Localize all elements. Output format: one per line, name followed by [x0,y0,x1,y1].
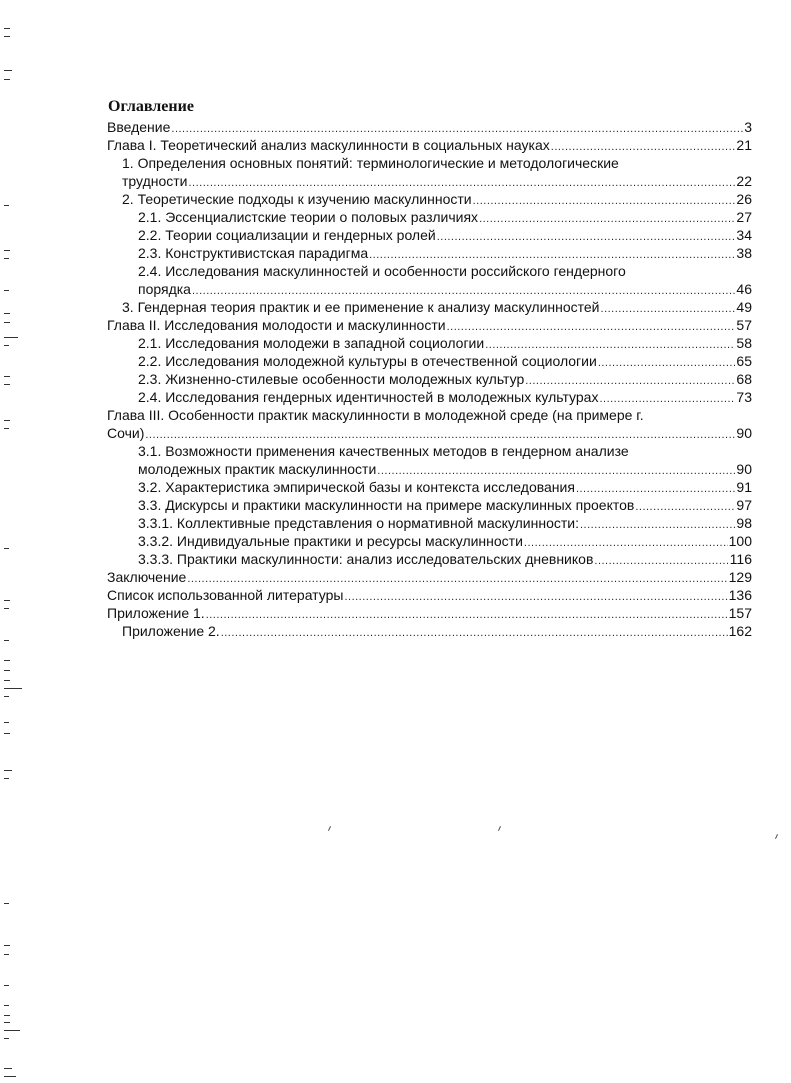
toc-entry-title: 1. Определения основных понятий: терминологические и методологические [122,155,619,171]
toc-entry-continued [107,406,644,424]
toc-entry-title: Введение [107,119,171,135]
toc-entry-title: 3.3.2. Индивидуальные практики и ресурсы маскулинности [138,533,523,549]
toc-page-number: 129 [728,569,752,585]
toc-entry-title: Сочи) [107,425,145,441]
toc-entry-title: Приложение 1. [107,605,205,621]
toc-page-number: 22 [736,173,752,189]
toc-entry-title: Глава I. Теоретический анализ маскулинности в социальных науках [107,137,550,153]
toc-entry-title: трудности [122,173,188,189]
toc-page-number: 38 [736,245,752,261]
toc-page-number: 68 [736,371,752,387]
toc-entry [138,478,752,496]
toc-page-number: 49 [736,299,752,315]
toc-entry-title: 3.3.1. Коллективные представления о нормативной маскулинности: [138,515,579,531]
toc-entry [107,586,752,604]
toc-entry [122,622,752,640]
toc-entry [122,298,752,316]
toc-page-number: 46 [736,281,752,297]
toc-entry [107,136,752,154]
toc-entry-title: 2.1. Эссенциалистские теории о половых различиях [138,209,479,225]
toc-entry-continued [138,262,626,280]
toc-page-number: 98 [736,515,752,531]
toc-entry [107,424,752,442]
toc-page-number: 26 [736,191,752,207]
toc-entry-title: Приложение 2. [122,623,220,639]
scan-speck [775,834,778,839]
scan-speck [328,826,331,831]
toc-entry-title: Заключение [107,569,187,585]
toc-entry [107,568,752,586]
scan-speck [498,826,501,831]
toc-page-number: 57 [736,317,752,333]
toc-entry-title: 2.3. Жизненно-стилевые особенности молодежных культур [138,371,525,387]
toc-entry-title: 2.3. Конструктивистская парадигма [138,245,369,261]
toc-entry [122,190,752,208]
toc-page-number: 34 [736,227,752,243]
toc-entry-title: 3. Гендерная теория практик и ее применение к анализу маскулинностей [122,299,600,315]
toc-entry-title: Глава III. Особенности практик маскулинности в молодежной среде (на примере г. [107,407,644,423]
toc-entry-title: 3.2. Характеристика эмпирической базы и контекста исследования [138,479,575,495]
toc-entry-title: 2. Теоретические подходы к изучению маскулинности [122,191,472,207]
toc-entry-title: 2.2. Исследования молодежной культуры в отечественной социологии [138,353,597,369]
toc-entry [138,226,752,244]
toc-page-number: 97 [736,497,752,513]
toc-entry [138,208,752,226]
toc-entry [138,244,752,262]
toc-entry [138,550,752,568]
toc-page-number: 65 [736,353,752,369]
toc-entry [138,280,752,298]
toc-entry-title: 3.1. Возможности применения качественных методов в гендерном анализе [138,443,629,459]
toc-entry-title: 3.3. Дискурсы и практики маскулинности на примере маскулинных проектов [138,497,635,513]
toc-page-number: 91 [736,479,752,495]
toc-page-number: 27 [736,209,752,225]
toc-entry [138,532,752,550]
toc-entry [107,118,752,136]
toc-title: Оглавление [108,98,194,115]
toc-entry-title: порядка [138,281,191,297]
toc-entry [138,388,752,406]
toc-entry-title: Список использованной литературы [107,587,344,603]
toc-entry-title: 3.3.3. Практики маскулинности: анализ исследовательских дневников [138,551,594,567]
toc-page-number: 90 [736,425,752,441]
toc-page-number: 157 [728,605,752,621]
toc-entry [122,172,752,190]
toc-entry [107,604,752,622]
toc-entry [138,352,752,370]
toc-page-number: 21 [736,137,752,153]
toc-page-number: 100 [728,533,752,549]
toc-entry [138,370,752,388]
toc-entry [138,460,752,478]
toc-entry-title: 2.2. Теории социализации и гендерных ролей [138,227,436,243]
toc-page-number: 90 [736,461,752,477]
toc-page-number: 73 [736,389,752,405]
toc-dot-leader [221,624,728,642]
toc-entry [107,316,752,334]
toc-page-number: 58 [736,335,752,351]
toc-entry-continued [138,442,629,460]
toc-entry [138,496,752,514]
toc-page-number: 162 [728,623,752,639]
toc-page-number: 3 [744,119,752,135]
toc-entry-title: 2.1. Исследования молодежи в западной социологии [138,335,485,351]
toc-entry-title: 2.4. Исследования маскулинностей и особенности российского гендерного [138,263,626,279]
toc-entry-title: Глава II. Исследования молодости и маскулинности [107,317,446,333]
toc-entry [138,334,752,352]
toc-page-number: 136 [728,587,752,603]
toc-entry-title: молодежных практик маскулинности [138,461,377,477]
scan-margin-marks [0,0,30,1083]
toc-entry-title: 2.4. Исследования гендерных идентичностей в молодежных культурах [138,389,599,405]
toc-entry-continued [122,154,619,172]
toc-page-number: 116 [729,551,752,567]
toc-entry [138,514,752,532]
